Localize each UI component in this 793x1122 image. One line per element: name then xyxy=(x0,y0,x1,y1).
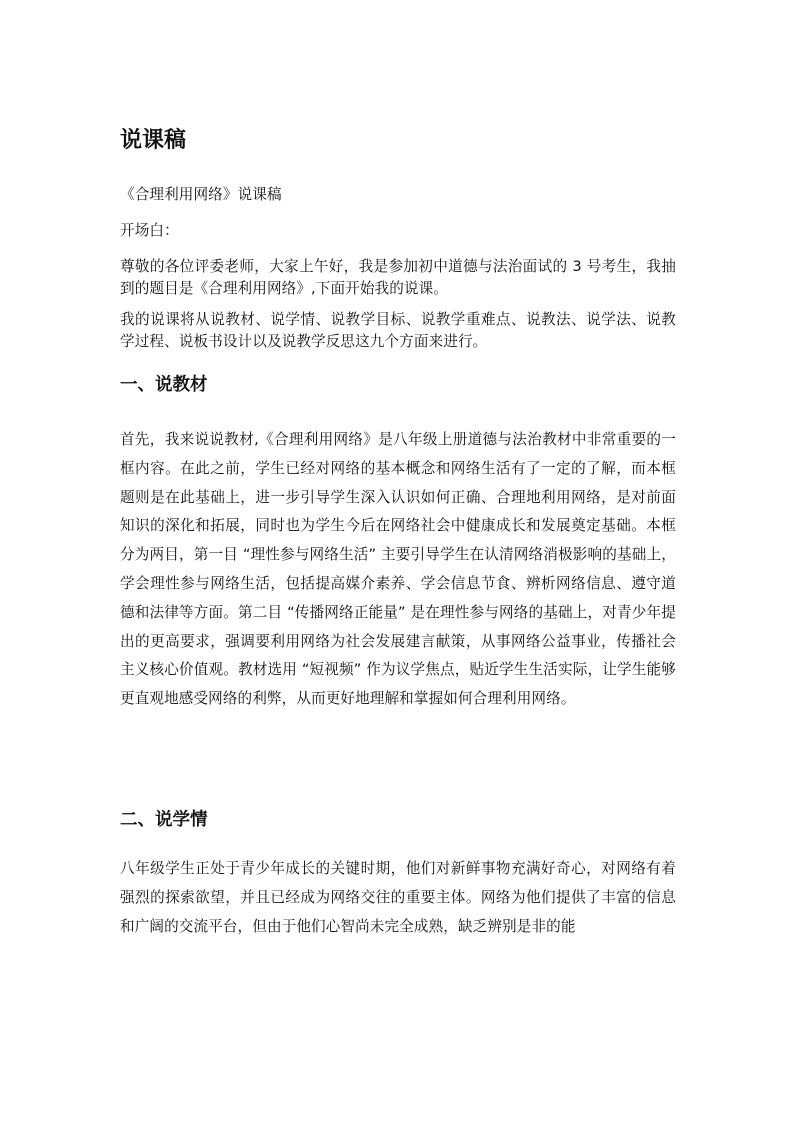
section-body-students: 八年级学生正处于青少年成长的关键时期，他们对新鲜事物充满好奇心，对网络有着强烈的探索欲望，并且已经成为网络交往的重要主体。网络为他们提供了丰富的信息和广阔的交流平台，但由于他们心智尚未完全成熟，缺乏辨别是非的能 xyxy=(120,859,676,935)
outline-paragraph: 我的说课将从说教材、说学情、说教学目标、说教学重难点、说教法、说学法、说教学过程、说板书设计以及说教学反思这九个方面来进行。 xyxy=(120,311,676,350)
section-heading-students: 二、说学情 xyxy=(120,809,208,830)
section-heading-textbook: 一、说教材 xyxy=(120,375,208,395)
greeting-paragraph: 尊敬的各位评委老师，大家上午好，我是参加初中道德与法治面试的 3 号考生，我抽到的题目是《合理利用网络》,下面开始我的说课。 xyxy=(120,258,676,297)
opening-label: 开场白： xyxy=(120,222,179,239)
document-title: 说课稿 xyxy=(120,128,187,153)
document-subtitle: 《合理利用网络》说课稿 xyxy=(120,186,282,203)
section-spacer xyxy=(120,714,676,807)
section-body-textbook: 首先，我来说说教材,《合理利用网络》是八年级上册道德与法治教材中非常重要的一框内容。在此之前，学生已经对网络的基本概念和网络生活有了一定的了解，而本框题则是在此基础上，进一步引导学生深入认识如何正确、合理地利用网络，是对前面知识的深化和拓展，同时也为学生今后在网络社会中健康成长和发展奠定基础。本框分为两目，第一目 “理性参与网络生活” 主要引导学生在认清网络消极影响的基础上，学会理性参与网络生活，包括提高媒介素养、学会信息节食、辨析网络信息、遵守道德和法律等方面。第二目 “传播网络正能量” 是在理性参与网络的基础上，对青少年提出的更高要求，强调要利用网络为社会发展建言献策，从事网络公益事业，传播社会主义核心价值观。教材选用 “短视频” 作为议学焦点，贴近学生生活实际，让学生能够更直观地感受网络的利弊，从而更好地理解和掌握如何合理利用网络。 xyxy=(120,431,676,708)
document-content xyxy=(120,126,676,941)
